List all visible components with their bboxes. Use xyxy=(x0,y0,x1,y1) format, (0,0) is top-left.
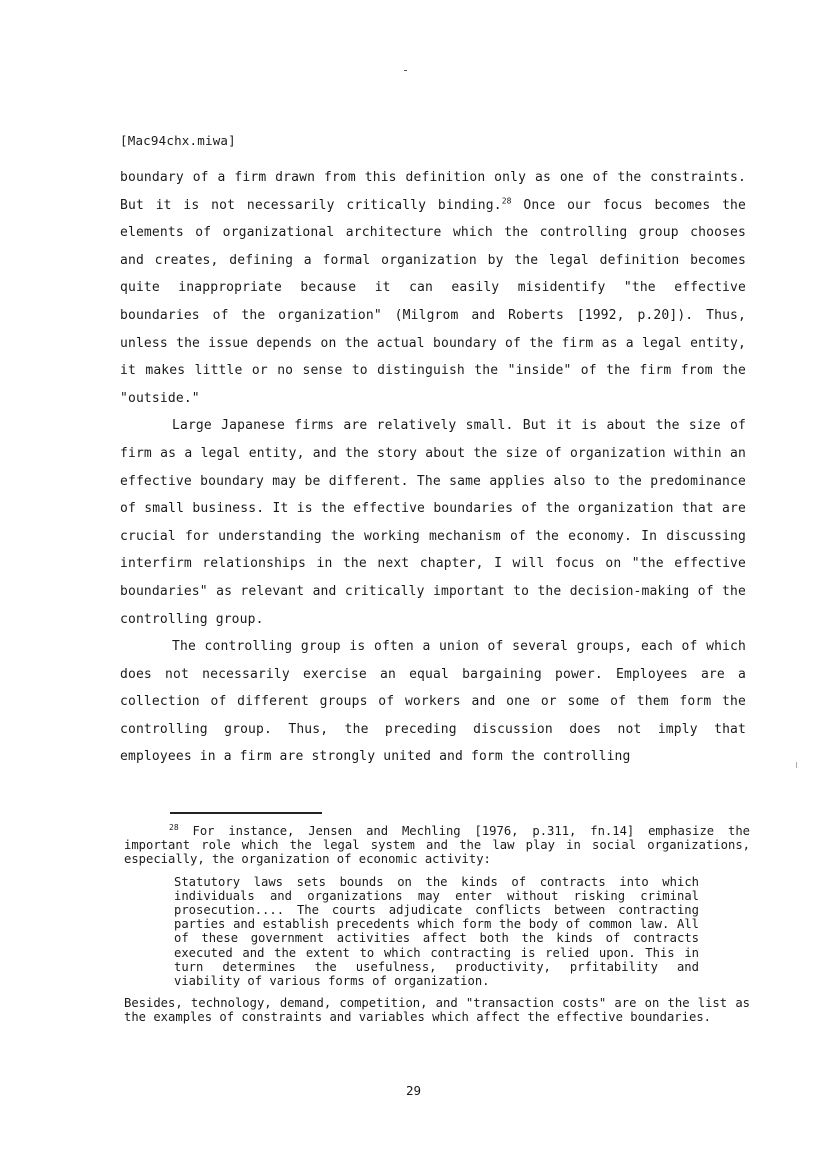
paragraph-3: The controlling group is often a union of several groups, each of which does not necessarily exercise an equal bargaining power. Employees are a collection of different groups of workers and one or some of them form the controlling group. Thus, the preceding discussion does not imply that employees in a firm are strongly united and form the controlling xyxy=(120,639,746,765)
footnote-intro xyxy=(124,824,750,867)
footnote-intro-text: For instance, Jensen and Mechling [1976, p.311, fn.14] emphasize the important role which the legal system and the law play in social organizations, especially, the organization of economic activity: xyxy=(124,824,750,867)
file-reference: [Mac94chx.miwa] xyxy=(120,133,236,148)
footnote-block-quote: Statutory laws sets bounds on the kinds of contracts into which individuals and organizations may enter without risking criminal prosecution.... The courts adjudicate conflicts between contracting parties and establish precedents which form the body of common law. All of these government activities affect both the kinds of contracts executed and the extent to which contracting is relied upon. This in turn determines the usefulness, productivity, prfitability and viability of various forms of organization. xyxy=(174,874,699,989)
footnote-closing: Besides, technology, demand, competition, and "transaction costs" are on the list as the examples of constraints and variables which affect the effective boundaries. xyxy=(124,996,750,1025)
page-number: 29 xyxy=(405,1083,422,1098)
paragraph-1 xyxy=(120,164,746,412)
paragraph-2: Large Japanese firms are relatively small. But it is about the size of firm as a legal entity, and the story about the size of organization within an effective boundary may be different. The same applies also to the predominance of small business. It is the effective boundaries of the organization that are crucial for understanding the working mechanism of the economy. In discussing interfirm relationships in the next chapter, I will focus on "the effective boundaries" as relevant and critically important to the decision-making of the controlling group. xyxy=(120,418,746,627)
footnote-reference: 28 xyxy=(501,196,512,206)
scan-edge-mark xyxy=(796,762,797,768)
footnote xyxy=(124,824,750,1025)
main-body-text xyxy=(120,164,746,771)
paragraph-1-text-rest: Once our focus becomes the elements of organizational architecture which the controlling group chooses and creates, defining a formal organization by the legal definition becomes quite inappropriate because it can easily misidentify "the effective boundaries of the organization" (Milgrom and Roberts [1992, p.20]). Thus, unless the issue depends on the actual boundary of the firm as a legal entity, it makes little or no sense to distinguish the "inside" of the firm from the "outside." xyxy=(120,197,746,406)
footnote-marker: 28 xyxy=(169,822,179,832)
footnote-separator xyxy=(170,812,322,814)
paragraph-1-text: boundary of a firm drawn from this definition only as one of the constraints. But it is not necessarily critically binding. xyxy=(120,170,746,213)
scan-speck xyxy=(404,70,407,71)
